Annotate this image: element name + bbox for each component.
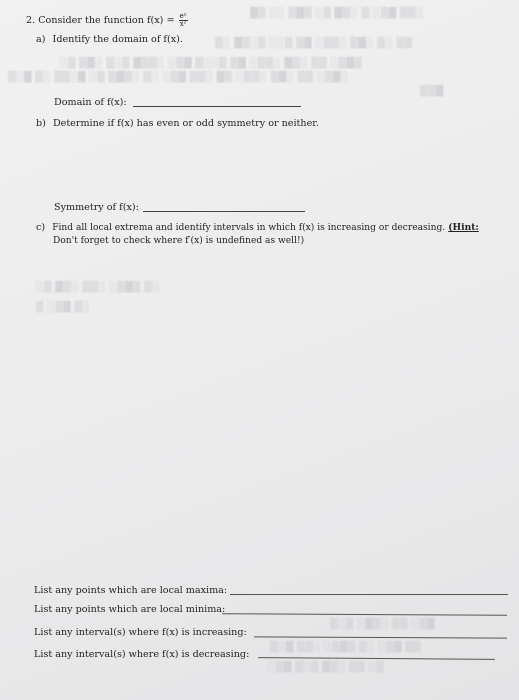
- decreasing-interval-prompt: List any interval(s) where f(x) is decreasing:: [34, 649, 250, 660]
- problem-header: [26, 13, 188, 28]
- function-lhs: f(x) =: [146, 15, 175, 26]
- bleed-through-text: ▒▒▓: [420, 86, 444, 97]
- bleed-through-text: ▒░▒ ░▓▒░ ▒▒ ░▒▓: [330, 619, 435, 630]
- problem-number: 2.: [26, 15, 36, 26]
- bleed-through-text: ░▒ ▓▒░ ▒▒░ ░▒▓▒ ▒░: [36, 282, 160, 293]
- part-a-question: [36, 34, 183, 46]
- decreasing-interval-answer-line[interactable]: [258, 657, 495, 660]
- bleed-through-text: ▓▒ ░░ ▒▓▒ ░▒ ▓▒░ ▒ ░▒▓ ▒▒░: [250, 8, 424, 19]
- symmetry-answer-line[interactable]: [143, 211, 305, 212]
- part-c-question: [36, 222, 479, 234]
- bleed-through-text: ▒░▓ ▒▒░ ░▒▓▒ ▒░ ░▒▓ ▒▒: [270, 642, 422, 653]
- domain-prompt: Domain of f(x):: [54, 97, 127, 108]
- domain-answer-line[interactable]: [133, 106, 301, 107]
- symmetry-prompt: Symmetry of f(x):: [54, 202, 139, 213]
- part-c-label: c): [36, 222, 46, 233]
- fraction-numerator: eˣ: [179, 12, 187, 20]
- bleed-through-text: ▒░▓ ▒░ ▒▒░▓ ░▒ ▒▓▒░ ▒░ ░▒▓ ▒▒░ ▓▒ ░▒▒░ ▒▓░ ▒▒ ░▒▓░: [8, 72, 349, 83]
- part-b-question: [36, 118, 319, 130]
- local-maxima-prompt: List any points which are local maxima:: [34, 585, 228, 596]
- bleed-through-text: ░▒ ▒▓░ ▒░▒ ▓▒▒░ ░▒▓ ▒░░▒ ▒▓ ░▒▒░ ▓▒░ ▒▒ ░▒▓▒: [60, 58, 363, 69]
- bleed-through-text: ░▒▓ ▒░▒ ▓▒░ ▒▒ ░▒: [268, 662, 385, 673]
- part-b-text: Determine if f(x) has even or odd symmetry or neither.: [52, 118, 319, 129]
- bleed-through-text: ▒ ░▒▓ ▒░: [36, 302, 91, 313]
- increasing-interval-prompt: List any interval(s) where f(x) is increasing:: [34, 627, 247, 638]
- bleed-through-text: ▒░ ▓▒░▒ ░░▒ ▒▓ ░▒▒░ ▒▓░ ▒░ ▒▒: [215, 38, 413, 49]
- function-fraction: [179, 13, 188, 28]
- part-c-text-line2: Don't forget to check where f′(x) is undefined as well!): [53, 236, 305, 246]
- hint-label: (Hint:: [448, 222, 479, 233]
- part-a-text: Identify the domain of f(x).: [52, 34, 183, 45]
- local-minima-prompt: List any points which are local minima:: [34, 604, 226, 615]
- part-a-label: a): [36, 34, 46, 45]
- local-maxima-answer-line[interactable]: [230, 594, 508, 595]
- part-c-text-line1: Find all local extrema and identify intervals in which f(x) is increasing or decreasing.: [52, 223, 446, 233]
- fraction-denominator: x²: [179, 20, 187, 28]
- problem-intro: Consider the function: [38, 15, 144, 26]
- part-b-label: b): [36, 118, 46, 129]
- local-minima-answer-line[interactable]: [222, 613, 507, 615]
- increasing-interval-answer-line[interactable]: [254, 636, 507, 638]
